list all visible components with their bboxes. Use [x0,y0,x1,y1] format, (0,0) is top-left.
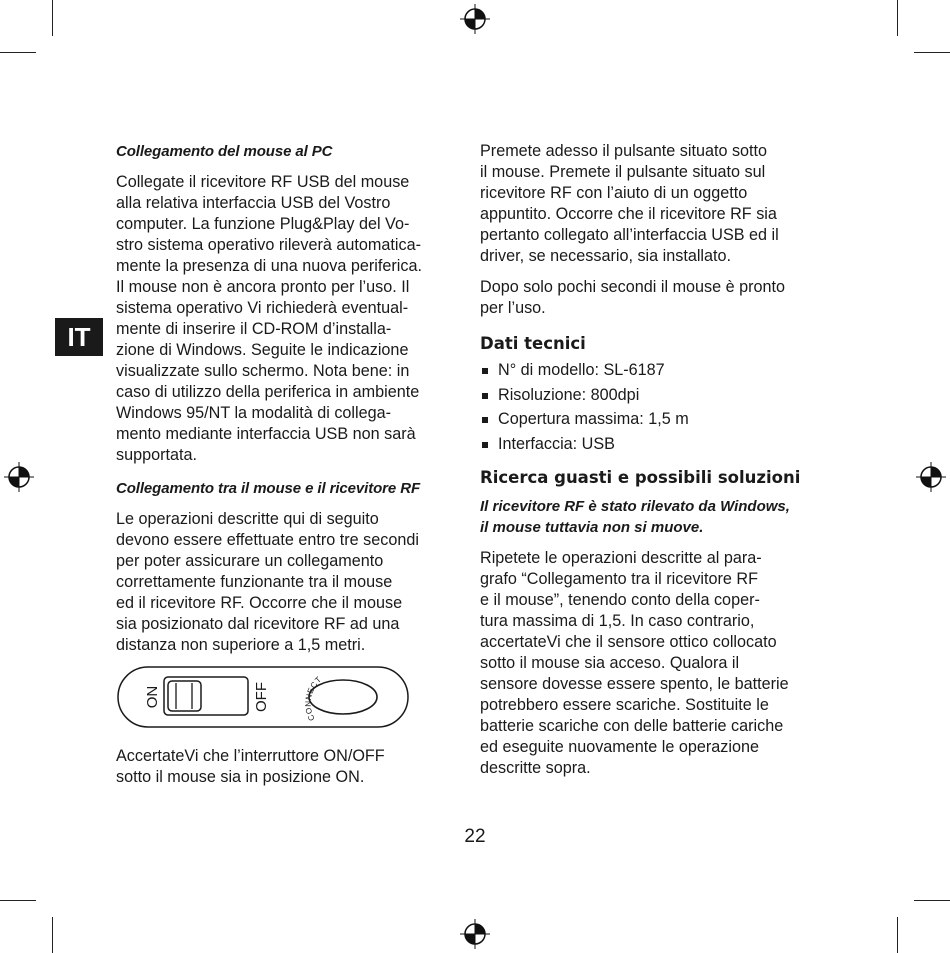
text-line: potrebbero essere scariche. Sostituite le [480,695,769,714]
text-line: ed il ricevitore RF. Occorre che il mouse [116,594,403,612]
text-line: e il mouse”, tenendo conto della coper- [480,590,760,609]
switch-diagram-icon [117,666,409,728]
text-line: sistema operativo Vi richiederà eventual- [116,299,409,317]
text-line: il mouse tuttavia non si muove. [480,518,704,536]
paragraph [480,548,830,779]
text-line: sensore dovesse essere spento, le batterie [480,674,789,693]
tech-specs-heading: Dati tecnici [480,334,586,353]
registration-mark-icon [460,4,490,34]
switch-illustration [117,666,409,728]
text-line: ed eseguite nuovamente le operazione [480,737,759,756]
registration-mark-icon [4,462,34,492]
crop-mark [52,0,53,36]
text-line: caso di utilizzo della periferica in ambiente [116,383,420,401]
spec-item: N° di modello: SL-6187 [480,360,830,381]
section-heading: Collegamento tra il mouse e il ricevitore RF [116,480,421,497]
crop-mark [52,917,53,953]
spec-item: Copertura massima: 1,5 m [480,409,830,430]
spec-item: Risoluzione: 800dpi [480,385,830,406]
text-line: Ripetete le operazioni descritte al para- [480,548,762,567]
text-line: visualizzate sullo schermo. Nota bene: in [116,362,410,380]
crop-mark [897,0,898,36]
text-line: stro sistema operativo rileverà automatica- [116,236,421,254]
paragraph [480,277,830,319]
paragraph [116,509,461,656]
crop-mark [0,52,36,53]
text-line: supportata. [116,446,197,464]
page-number: 22 [464,826,486,847]
text-line: zione di Windows. Seguite le indicazione [116,341,409,359]
spec-item: Interfaccia: USB [480,434,830,455]
text-line: sotto il mouse sia acceso. Qualora il [480,653,740,672]
text-line: batterie scariche con delle batterie cariche [480,716,784,735]
text-line: devono essere effettuate entro tre secondi [116,531,419,549]
text-line: AccertateVi che l’interruttore ON/OFF [116,747,385,765]
text-line: per poter assicurare un collegamento [116,552,384,570]
troubleshooting-heading: Ricerca guasti e possibili soluzioni [480,467,801,487]
text-line: sia posizionato dal ricevitore RF ad una [116,615,400,633]
text-line: Il mouse non è ancora pronto per l’uso. Il [116,278,410,296]
text-line: mente la presenza di una nuova periferica. [116,257,422,275]
text-line: mente di inserire il CD-ROM d’installa- [116,320,392,338]
registration-mark-icon [460,919,490,949]
text-line: correttamente funzionante tra il mouse [116,573,393,591]
text-line: sotto il mouse sia in posizione ON. [116,768,365,786]
text-line: computer. La funzione Plug&Play del Vo- [116,215,410,233]
paragraph [480,141,830,267]
paragraph [116,172,461,466]
text-line: Collegate il ricevitore RF USB del mouse [116,173,410,191]
text-line: per l’uso. [480,299,546,317]
registration-mark-icon [916,462,946,492]
text-line: Il ricevitore RF è stato rilevato da Windows, [480,497,790,515]
switch-on-label: ON [143,685,161,709]
text-line: accertateVi che il sensore ottico collocato [480,632,777,651]
text-line: il mouse. Premete il pulsante situato sul [480,163,766,181]
text-line: mento mediante interfaccia USB non sarà [116,425,416,443]
text-line: appuntito. Occorre che il ricevitore RF sia [480,205,777,223]
text-line: pertanto collegato all’interfaccia USB ed il [480,226,779,244]
text-line: distanza non superiore a 1,5 metri. [116,636,366,654]
language-tab: IT [55,318,103,356]
paragraph [116,746,461,788]
text-line: Windows 95/NT la modalità di collega- [116,404,392,422]
crop-mark [897,917,898,953]
crop-mark [914,900,950,901]
text-line: descritte sopra. [480,758,591,777]
text-line: Dopo solo pochi secondi il mouse è pronto [480,278,786,296]
crop-mark [914,52,950,53]
right-column [480,141,830,789]
crop-mark [0,900,36,901]
text-line: driver, se necessario, sia installato. [480,247,732,265]
text-line: Le operazioni descritte qui di seguito [116,510,379,528]
text-line: alla relativa interfaccia USB del Vostro [116,194,391,212]
text-line: ricevitore RF con l’aiuto di un oggetto [480,184,748,202]
connect-label: CONNECT [303,674,324,723]
left-column [116,141,461,798]
switch-off-label: OFF [252,682,270,712]
text-line: grafo “Collegamento tra il ricevitore RF [480,569,758,588]
problem-heading [480,496,830,538]
text-line: tura massima di 1,5. In caso contrario, [480,611,755,630]
spec-list [480,360,830,455]
text-line: Premete adesso il pulsante situato sotto [480,142,768,160]
section-heading: Collegamento del mouse al PC [116,143,333,160]
